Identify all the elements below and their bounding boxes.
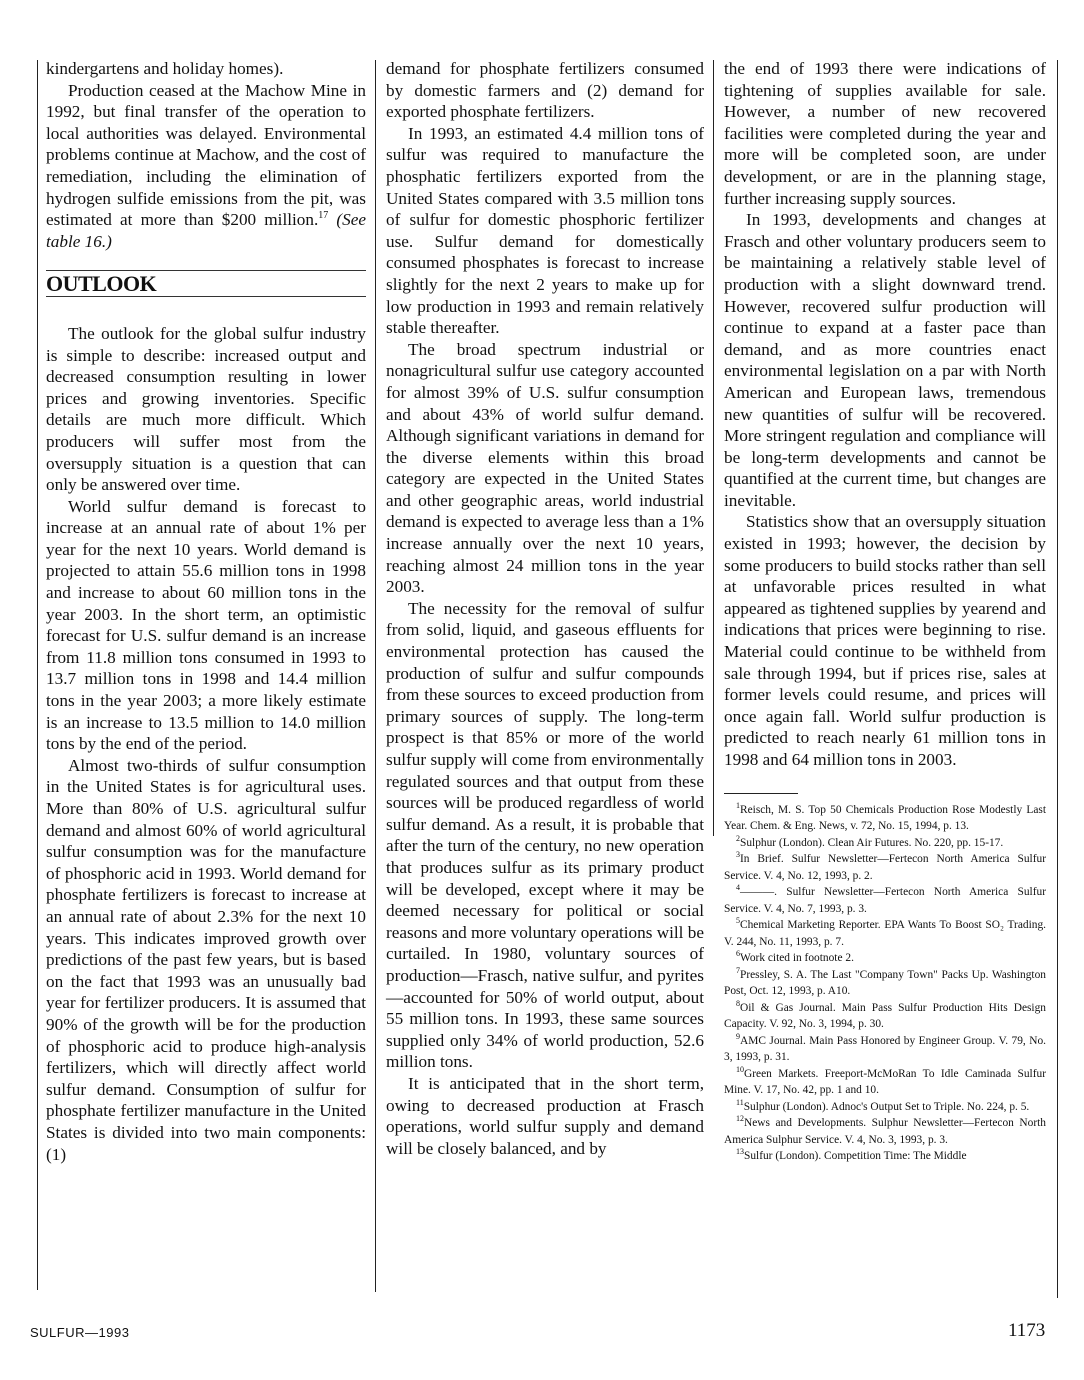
page-number: 1173 xyxy=(1008,1320,1046,1341)
paragraph: In 1993, an estimated 4.4 million tons of sulfur was required to manufacture the phosphatic fertilizers exported from the United States compared with 3.5 million tons of sulfur for domestic phosphoric fertilizer use. Sulfur demand for domestically consumed phosphates is forecast to increase slightly for the next 2 years to make up for low production in 1993 and remain relatively stable thereafter. xyxy=(386,123,704,338)
footnote-number: 5 xyxy=(736,916,740,926)
paragraph: Almost two-thirds of sulfur consumption in the United States is for agricultural uses. More than 80% of U.S. agricultural sulfur demand and almost 60% of world agricultural sulfur consumption was for the manufacture of phosphoric acid in 1993. World demand for phosphate fertilizers is forecast to increase at an annual rate of about 2.3% for the next 10 years. This indicates improved growth over predictions of the past few years, but is based on the fact that 1993 was an unusually bad year for fertilizer producers. It is assumed that 90% of the growth will be for the production of phosphoric acid to produce high-analysis fertilizers, which will directly affect world sulfur demand. Consumption of sulfur for phosphate fertilizer manufacture in the United States is divided into two main components: (1) xyxy=(46,755,366,1164)
footnote-number: 9 xyxy=(736,1031,740,1041)
footnote-text: Sulphur (London). Adnoc's Output Set to Triple. No. 224, p. 5. xyxy=(743,1100,1030,1113)
column-rule xyxy=(1057,60,1058,1298)
footnote-divider xyxy=(724,793,798,794)
footnote xyxy=(724,917,1046,950)
footnote-text: Oil & Gas Journal. Main Pass Sulfur Production Hits Design Capacity. V. 92, No. 3, 1994, p. 30. xyxy=(724,1001,1046,1031)
footnote-text: ———. Sulfur Newsletter—Fertecon North America Sulfur Service. V. 4, No. 7, 1993, p. 3. xyxy=(724,886,1046,915)
footnote-text: AMC Journal. Main Pass Honored by Engineer Group. V. 79, No. 3, 1993, p. 31. xyxy=(724,1034,1046,1064)
footnote-text: Pressley, S. A. The Last "Company Town" Packs Up. Washington Post, Oct. 12, 1993, p. A10. xyxy=(724,968,1046,998)
footnote xyxy=(724,950,1046,967)
footnote xyxy=(724,1033,1046,1066)
column-rule xyxy=(37,60,38,1290)
footnote-number: 1 xyxy=(736,800,740,810)
paragraph: demand for phosphate fertilizers consumed by domestic farmers and (2) demand for exported phosphate fertilizers. xyxy=(386,59,704,122)
footnote xyxy=(724,802,1046,835)
footnotes xyxy=(724,802,1046,1165)
footnote-text: Sulphur (London). Clean Air Futures. No. 220, pp. 15-17. xyxy=(740,836,1004,849)
footnote-number: 6 xyxy=(736,949,740,959)
paragraph: The broad spectrum industrial or nonagricultural sulfur use category accounted for almost 39% of U.S. sulfur consumption and about 43% of world sulfur demand. Although significant variations in demand for the diverse elements within this broad category are expected in the United States and other geographic areas, world industrial demand is expected to average less than a 1% increase annually over the next 10 years, reaching almost 24 million tons in the year 2003. xyxy=(386,339,704,597)
text-column-3 xyxy=(724,58,1046,1165)
footnote xyxy=(724,851,1046,884)
footnote-text: Sulfur (London). Competition Time: The Middle xyxy=(744,1150,967,1163)
footnote-text: Chemical Marketing Reporter. EPA Wants To Boost SO₂ Trading. V. 244, No. 11, 1993, p. 7. xyxy=(724,919,1046,948)
column-rule xyxy=(713,60,714,836)
footnote xyxy=(724,1148,1046,1165)
footnote-number: 8 xyxy=(736,998,740,1008)
paragraph-text: Production ceased at the Machow Mine in 1992, but final transfer of the operation to local authorities was delayed. Environmental problems continue at Machow, and the cost of remediation, including the elimination of hydrogen sulfide emissions from the pit, was estimated at more than $200 million. xyxy=(46,80,366,230)
footnote-number: 11 xyxy=(736,1097,744,1107)
footnote-number: 3 xyxy=(736,850,740,860)
footnote xyxy=(724,1000,1046,1033)
paragraph: In 1993, developments and changes at Frasch and other voluntary producers seem to be maintaining a relatively stable level of production with a slight downward trend. However, recovered sulfur production will continue to expand at a faster pace than demand, and as more countries enact environmental legislation on a par with North American and European laws, tremendous new quantities of sulfur will be recovered. More stringent regulation and compliance will be long-term developments and cannot be quantified at the current time, but changes are inevitable. xyxy=(724,210,1046,510)
table-reference: (See table 16.) xyxy=(46,210,366,251)
footnote-text: Reisch, M. S. Top 50 Chemicals Production Rose Modestly Last Year. Chem. & Eng. News, v. 72, No. 15, 1994, p. 13. xyxy=(724,803,1046,833)
footnote-number: 12 xyxy=(736,1114,744,1124)
footnote xyxy=(724,967,1046,1000)
footnote-number: 7 xyxy=(736,965,740,975)
footnote-text: In Brief. Sulfur Newsletter—Fertecon North America Sulfur Service. V. 4, No. 12, 1993, p. 2. xyxy=(724,853,1046,882)
footnote-text: News and Developments. Sulphur Newsletter—Fertecon North America Sulphur Service. V. 4, No. 3, 1993, p. 3. xyxy=(724,1117,1046,1146)
paragraph: It is anticipated that in the short term, owing to decreased production at Frasch operations, world sulfur supply and demand will be closely balanced, and by xyxy=(386,1073,704,1158)
footnote-number: 10 xyxy=(736,1064,744,1074)
paragraph: Statistics show that an oversupply situation existed in 1993; however, the decision by some producers to build stocks rather than sell at unfavorable prices resulted in what appeared as tightened supplies by yearend and indications that prices were beginning to rise. Material could continue to be withheld from sale through 1994, but if prices rise, sales at former levels could resume, and prices will once again fall. World sulfur production is predicted to reach nearly 61 million tons in 1998 and 64 million tons in 2003. xyxy=(724,512,1046,769)
footnote xyxy=(724,1099,1046,1116)
footnote xyxy=(724,1115,1046,1148)
paragraph: the end of 1993 there were indications of tightening of supplies available for sale. However, a number of new recovered facilities were completed during the year and more will be completed soon, are under development, or are in the planning stage, further increasing supply sources. xyxy=(724,59,1046,208)
footnote xyxy=(724,884,1046,917)
footnote-text: Green Markets. Freeport-McMoRan To Idle Caminada Sulfur Mine. V. 17, No. 42, pp. 1 and 10. xyxy=(724,1067,1046,1097)
footnote-text: Work cited in footnote 2. xyxy=(740,952,854,965)
footnote-number: 4 xyxy=(736,883,740,893)
footnote-number: 2 xyxy=(736,833,740,843)
text-column-1 xyxy=(46,58,366,1165)
paragraph: kindergartens and holiday homes). xyxy=(46,59,284,78)
column-rule xyxy=(375,60,376,1292)
footnote xyxy=(724,1066,1046,1099)
paragraph: The necessity for the removal of sulfur from solid, liquid, and gaseous effluents for environmental protection has caused the production of sulfur and sulfur compounds from these sources to exceed production from primary sources of supply. The long-term prospect is that 85% or more of the world sulfur supply will come from environmentally regulated sources and that output from these sources will be produced regardless of world sulfur demand. As a result, it is probable that after the turn of the century, no new operation that produces sulfur as its primary product will be developed, except where it may be deemed necessary for political or social reasons and more voluntary operations will be curtailed. In 1980, voluntary sources of production—Frasch, native sulfur, and pyrites—accounted for 50% of world output, about 55 million tons. In 1993, these same sources supplied only 34% of world production, 52.6 million tons. xyxy=(386,598,704,1072)
running-footer: SULFUR—1993 xyxy=(30,1325,130,1340)
footnote-reference: 17 xyxy=(318,210,329,222)
paragraph xyxy=(46,80,366,253)
text-column-2 xyxy=(386,58,704,1159)
paragraph: World sulfur demand is forecast to increase at an annual rate of about 1% per year for the next 10 years. World demand is projected to attain 55.6 million tons in 1998 and increase to about 60 million tons in the year 2003. In the short term, an optimistic forecast for U.S. sulfur demand is an increase from 11.8 million tons consumed in 1993 to 13.7 million tons in 1998 and 14.4 million tons in the year 2003; a more likely estimate is an increase to 13.5 million to 14.0 million tons by the end of the period. xyxy=(46,496,366,754)
paragraph: The outlook for the global sulfur industry is simple to describe: increased output and decreased consumption resulting in lower prices and growing inventories. Specific details are much more difficult. Which producers will suffer most from the oversupply situation is a question that can only be answered over time. xyxy=(46,323,366,495)
section-heading: OUTLOOK xyxy=(46,270,366,297)
footnote xyxy=(724,835,1046,852)
footnote-number: 13 xyxy=(736,1147,744,1157)
